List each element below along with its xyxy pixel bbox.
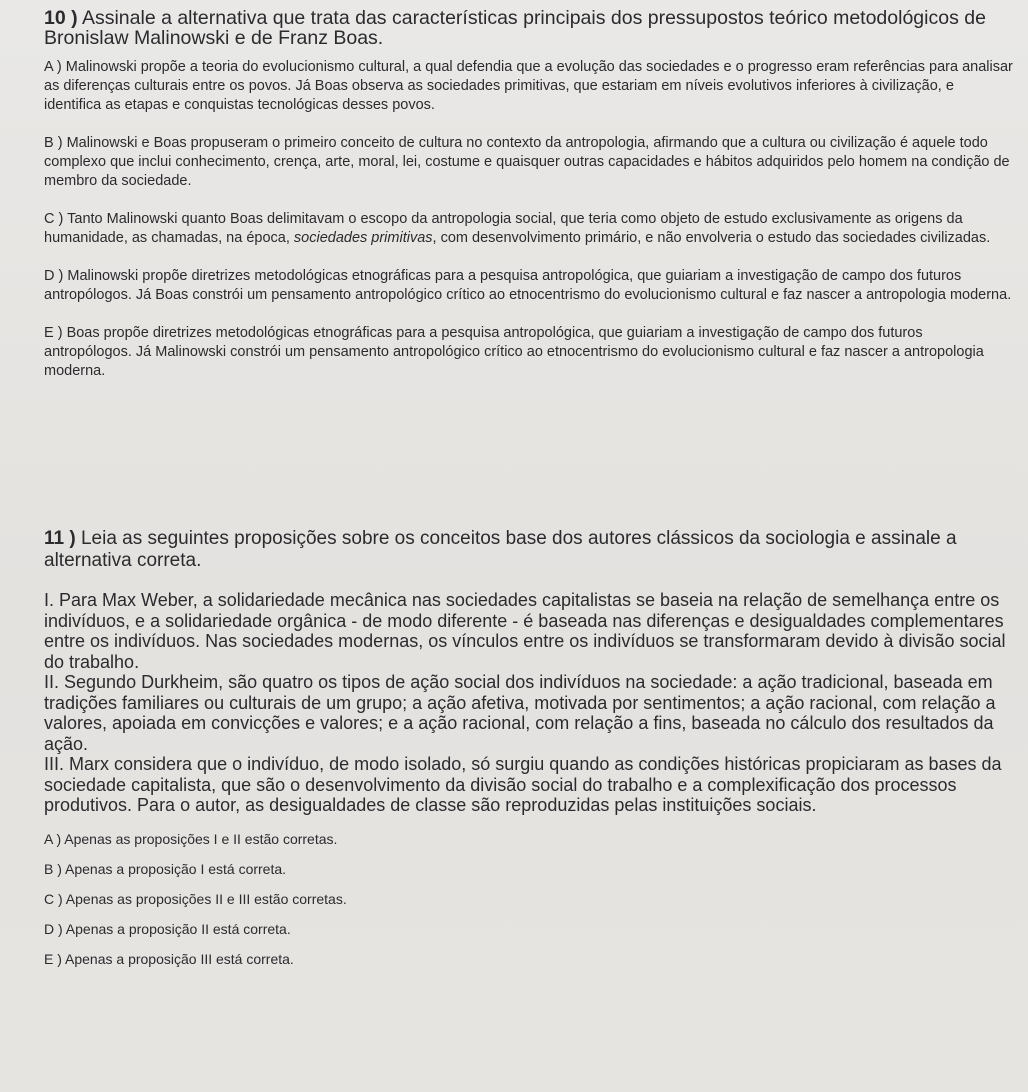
option-text: Malinowski propõe diretrizes metodológicas etnográficas para a pesquisa antropológica, que guiariam a investigação de campo dos futuros antropólogos. Já Boas constrói um pensamento antropológico crítico ao etnocentrismo do evolucionismo cultural e faz nascer a antropologia moderna. <box>44 268 1012 303</box>
option-text-part: Tanto Malinowski quanto Boas delimitavam o escopo da antropologia social, que teria como objeto de estudo exclusivamente as origens da humanidade, as chamadas, na época, <box>44 211 963 246</box>
question-10-number: 10 ) <box>44 7 78 29</box>
proposition-2: II. Segundo Durkheim, são quatro os tipos de ação social dos indivíduos na sociedade: a ação tradicional, baseada em tradições familiares ou culturais de um grupo; a ação afetiva, motivada por sentimentos; a ação racional, com relação a valores, apoiada em convicções e valores; e a ação racional, com relação a fins, baseada no cálculo dos resultados da ação. <box>44 672 996 754</box>
answer-letter: A ) <box>44 830 62 847</box>
option-letter: C ) <box>44 211 64 227</box>
option-text-part: , com desenvolvimento primário, e não envolveria o estudo das sociedades civilizadas. <box>432 230 991 246</box>
answer-text: Apenas a proposição I está correta. <box>65 860 287 877</box>
answer-text: Apenas as proposições II e III estão corretas. <box>65 890 347 907</box>
answer-c[interactable] <box>44 890 1014 908</box>
option-letter: D ) <box>44 268 64 284</box>
option-letter: B ) <box>44 135 63 151</box>
answer-letter: B ) <box>44 860 62 877</box>
option-c[interactable] <box>44 210 1014 248</box>
question-10 <box>44 8 1014 400</box>
option-text: Boas propõe diretrizes metodológicas etnográficas para a pesquisa antropológica, que guiariam a investigação de campo dos futuros antropólogos. Já Malinowski constrói um pensamento antropológico crítico ao etnocentrismo do evolucionismo cultural e faz nascer a antropologia moderna. <box>44 325 984 379</box>
option-d[interactable] <box>44 267 1014 305</box>
answer-letter: C ) <box>44 890 63 907</box>
option-e[interactable] <box>44 324 1014 381</box>
question-11-number: 11 ) <box>44 528 76 549</box>
propositions <box>44 590 1014 816</box>
answer-text: Apenas a proposição II está correta. <box>65 920 291 937</box>
question-11-text: Leia as seguintes proposições sobre os conceitos base dos autores clássicos da sociologia e assinale a alternativa correta. <box>44 528 957 571</box>
answer-e[interactable] <box>44 950 1014 968</box>
proposition-3: III. Marx considera que o indivíduo, de modo isolado, só surgiu quando as condições históricas propiciaram as bases da sociedade capitalista, que são o desenvolvimento da divisão social do trabalho e a complexificação dos processos produtivos. Para o autor, as desigualdades de classe são reproduzidas pelas instituições sociais. <box>44 754 1002 815</box>
question-11 <box>44 528 1014 980</box>
option-text: Malinowski propõe a teoria do evolucionismo cultural, a qual defendia que a evolução das sociedades e o progresso eram referências para analisar as diferenças culturais entre os povos. Já Boas observa as sociedades primitivas, que estariam em níveis evolutivos inferiores à civilização, e identifica as etapas e conquistas tecnológicas desses povos. <box>44 59 1013 113</box>
option-text: Malinowski e Boas propuseram o primeiro conceito de cultura no contexto da antropologia, afirmando que a cultura ou civilização é aquele todo complexo que inclui conhecimento, crença, arte, moral, lei, costume e quaisquer outras capacidades e hábitos adquiridos pelo homem na condição de membro da sociedade. <box>44 135 1010 189</box>
answer-text: Apenas as proposições I e II estão corretas. <box>64 830 338 847</box>
option-letter: A ) <box>44 59 62 75</box>
answer-a[interactable] <box>44 830 1014 848</box>
answer-letter: E ) <box>44 950 62 967</box>
question-11-stem <box>44 528 1014 572</box>
question-10-text: Assinale a alternativa que trata das características principais dos pressupostos teórico metodológicos de Bronislaw Malinowski e de Franz Boas. <box>44 7 986 49</box>
answer-text: Apenas a proposição III está correta. <box>65 950 294 967</box>
answer-b[interactable] <box>44 860 1014 878</box>
option-a[interactable] <box>44 58 1014 115</box>
answer-d[interactable] <box>44 920 1014 938</box>
option-letter: E ) <box>44 325 63 341</box>
option-text-italic: sociedades primitivas <box>293 230 433 246</box>
question-10-stem <box>44 8 1014 48</box>
option-b[interactable] <box>44 134 1014 191</box>
proposition-1: I. Para Max Weber, a solidariedade mecânica nas sociedades capitalistas se baseia na relação de semelhança entre os indivíduos, e a solidariedade orgânica - de modo diferente - é baseada nas diferenças e desigualdades complementares entre os indivíduos. Nas sociedades modernas, os vínculos entre os indivíduos se transformaram devido à divisão social do trabalho. <box>44 590 1006 672</box>
answer-letter: D ) <box>44 920 63 937</box>
